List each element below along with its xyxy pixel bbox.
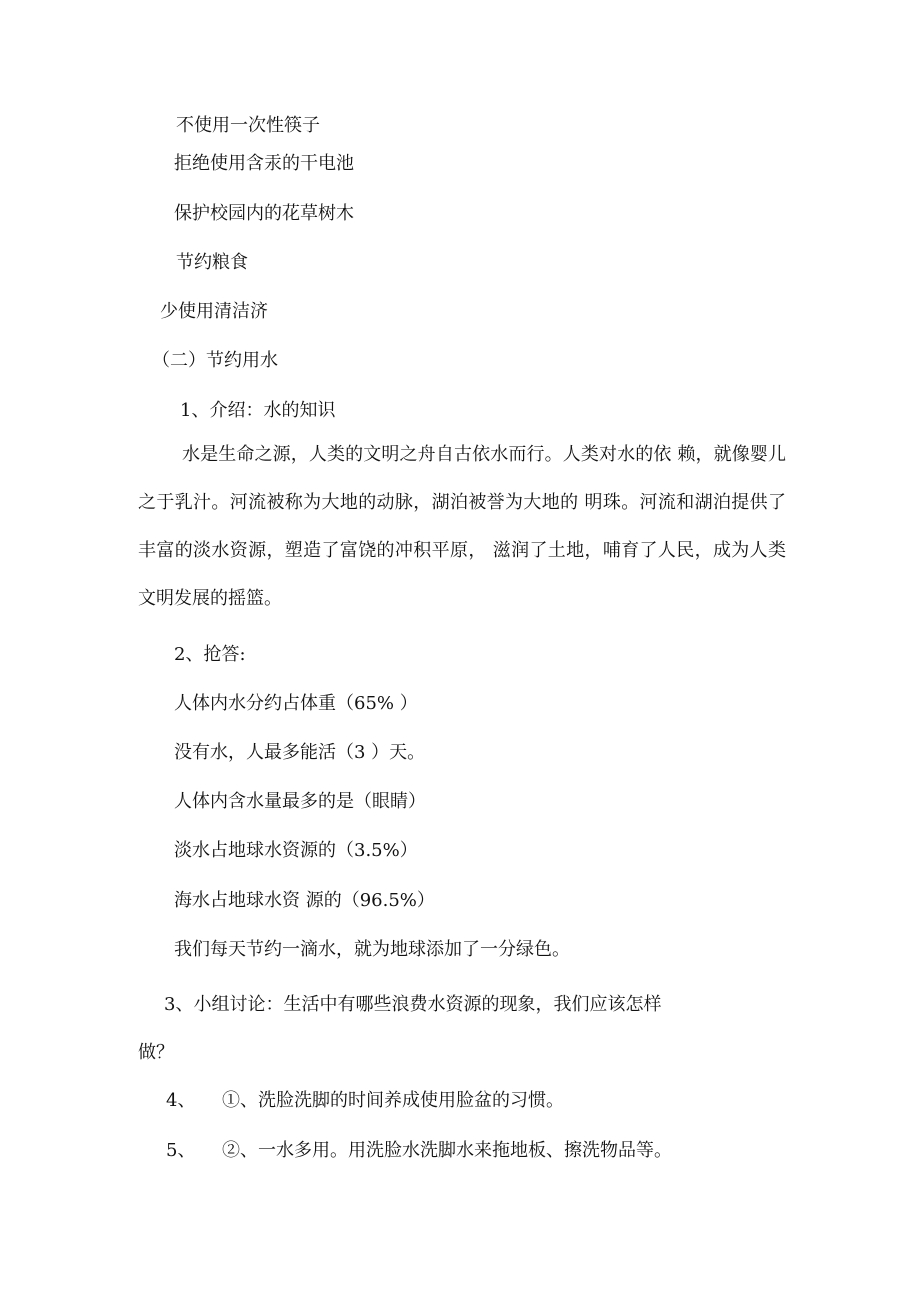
item4-number: 4、 xyxy=(166,1090,196,1111)
item5-text: ②、一水多用。用洗脸水洗脚水来拖地板、擦洗物品等。 xyxy=(222,1140,672,1161)
item5-number: 5、 xyxy=(166,1140,196,1161)
bullet-line: 拒绝使用含汞的干电池 xyxy=(174,153,354,174)
quiz-line: 海水占地球水资 源的（96.5%） xyxy=(174,890,435,911)
quiz-line: 淡水占地球水资源的（3.5%） xyxy=(174,840,418,861)
quiz-line: 人体内水分约占体重（65% ） xyxy=(174,693,418,714)
bullet-line: 保护校园内的花草树木 xyxy=(174,203,354,224)
quiz-line: 没有水，人最多能活（3 ）天。 xyxy=(174,742,426,763)
item1-paragraph: 水是生命之源，人类的文明之舟自古依水而行。人类对水的依 赖，就像婴儿之于乳汁。河流被称为大地的动脉，湖泊被誉为大地的 明珠。河流和湖泊提供了丰富的淡水资源，塑造了富饶的冲积平原， 滋润了土地，哺育了人民，成为人类文明发展的摇篮。 xyxy=(138,444,786,609)
slogan-line: 我们每天节约一滴水，就为地球添加了一分绿色。 xyxy=(174,939,570,960)
section-heading: （二）节约用水 xyxy=(152,350,278,371)
item3-continuation: 做？ xyxy=(138,1042,174,1063)
item2-heading: 2、抢答: xyxy=(174,644,246,665)
item1-heading: 1、介绍：水的知识 xyxy=(180,400,336,421)
item3-line: 3、小组讨论：生活中有哪些浪费水资源的现象，我们应该怎样 xyxy=(164,994,662,1015)
bullet-line: 节约粮食 xyxy=(176,252,248,273)
bullet-line: 少使用清洁济 xyxy=(160,301,268,322)
item4-text: ①、洗脸洗脚的时间养成使用脸盆的习惯。 xyxy=(222,1090,564,1111)
quiz-line: 人体内含水量最多的是（眼睛） xyxy=(174,791,426,812)
bullet-line: 不使用一次性筷子 xyxy=(176,115,320,136)
